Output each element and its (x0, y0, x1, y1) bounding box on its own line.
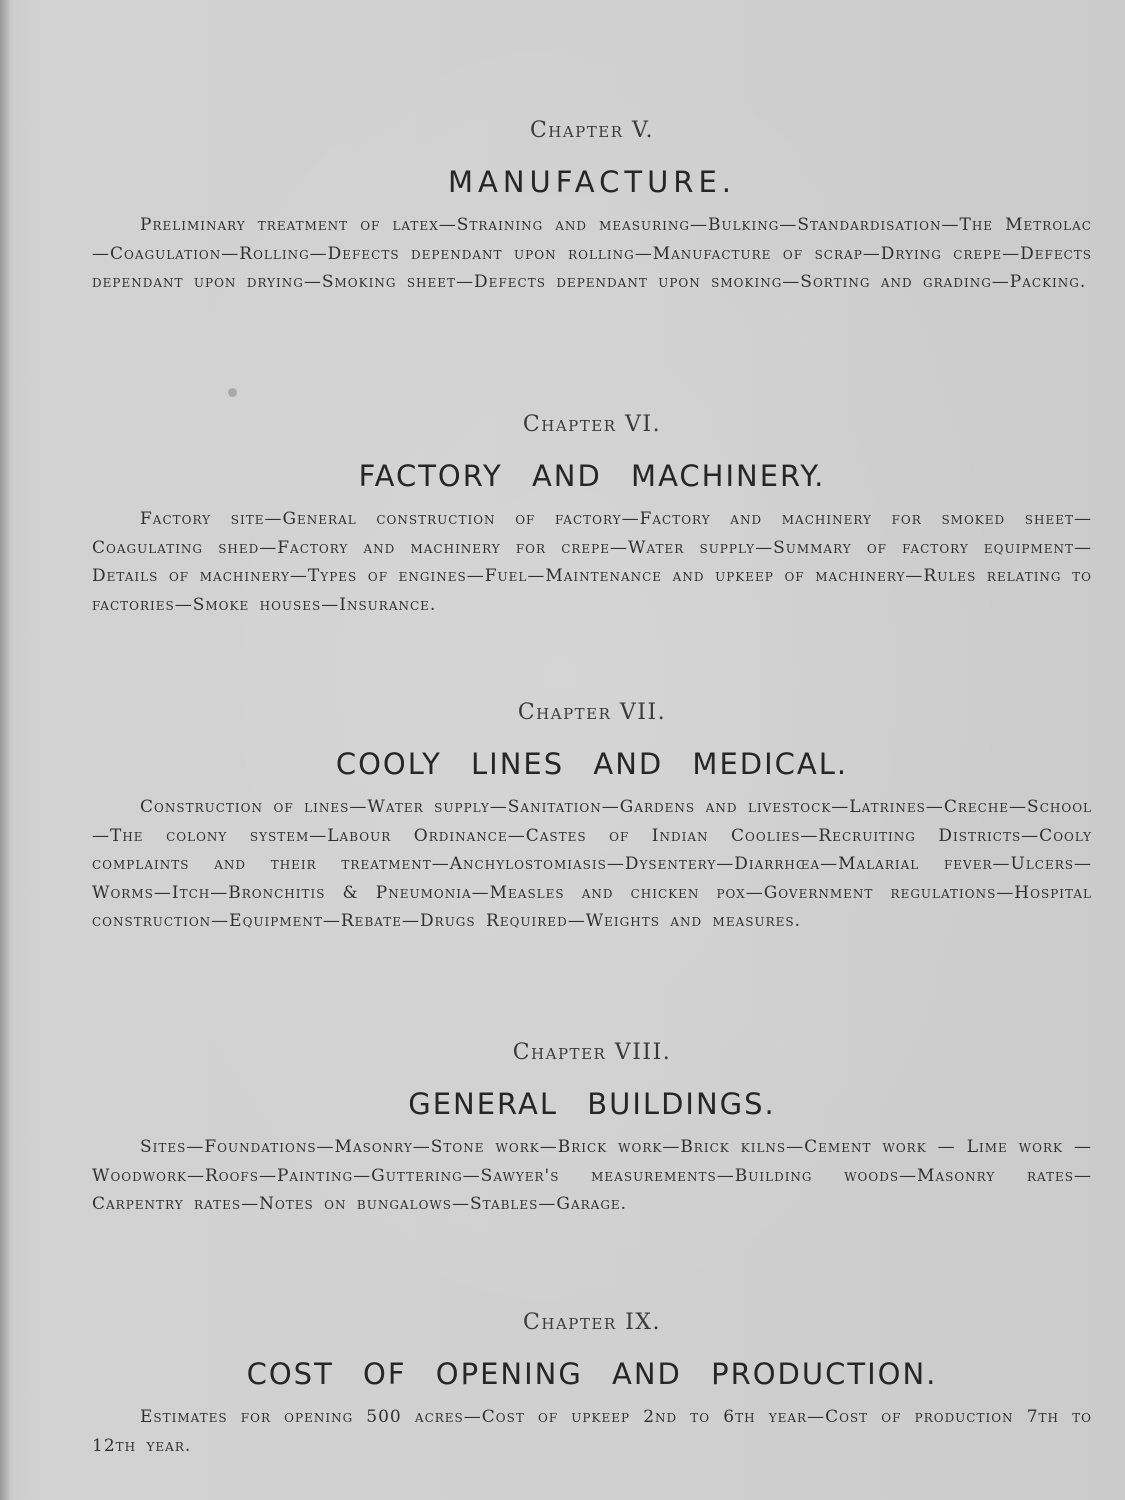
chapter-title: GENERAL BUILDINGS. (408, 1087, 776, 1121)
chapter-contents: Sites—Foundations—Masonry—Stone work—Brick work—Brick kilns—Cement work — Lime work — Woodwork—Roofs—Painting—Guttering—Sawyer's measurements—Building woods—Masonry rates—Carpentry rates—Notes on bungalows—Stables—Garage. (92, 1137, 1092, 1214)
chapter-label: Chapter IX. (523, 1310, 661, 1335)
chapter-label: Chapter VIII. (512, 1040, 672, 1065)
chapter-title: MANUFACTURE. (447, 165, 736, 199)
chapter-title: COST OF OPENING AND PRODUCTION. (246, 1357, 938, 1391)
chapter-label: Chapter V. (529, 118, 655, 143)
chapter-contents: Estimates for opening 500 acres—Cost of upkeep 2nd to 6th year—Cost of production 7th to 12th year. (92, 1407, 1092, 1456)
chapter-9 (92, 1310, 1092, 1460)
paper-speck (228, 388, 237, 397)
chapter-6 (92, 412, 1092, 619)
chapter-contents: Construction of lines—Water supply—Sanitation—Gardens and livestock—Latrines—Creche—School—The colony system—Labour Ordinance—Castes of Indian Coolies—Recruiting Districts—Cooly complaints and their treatment—Anchylostomiasis—Dysentery—Diarrhœa—Malarial fever—Ulcers—Worms—Itch—Bronchitis & Pneumonia—Measles and chicken pox—Government regulations—Hospital construction—Equipment—Rebate—Drugs Required—Weights and measures. (92, 797, 1092, 931)
page-binding-edge (0, 0, 10, 1500)
chapter-contents: Factory site—General construction of factory—Factory and machinery for smoked sheet—Coagulating shed—Factory and machinery for crepe—Water supply—Summary of factory equipment—Details of machinery—Types of engines—Fuel—Maintenance and upkeep of machinery—Rules relating to factories—Smoke houses—Insurance. (92, 509, 1092, 615)
chapter-label: Chapter VII. (517, 700, 667, 725)
chapter-5 (92, 118, 1092, 297)
chapter-contents: Preliminary treatment of latex—Straining and measuring—Bulking—Standardisation—The Metrolac—Coagulation—Rolling—Defects dependant upon rolling—Manufacture of scrap—Drying crepe—Defects dependant upon drying—Smoking sheet—Defects dependant upon smoking—Sorting and grading—Packing. (92, 215, 1092, 292)
chapter-label: Chapter VI. (522, 412, 662, 437)
chapter-7 (92, 700, 1092, 936)
chapter-8 (92, 1040, 1092, 1219)
chapter-title: FACTORY AND MACHINERY. (358, 459, 826, 493)
chapter-title: COOLY LINES AND MEDICAL. (335, 747, 849, 781)
